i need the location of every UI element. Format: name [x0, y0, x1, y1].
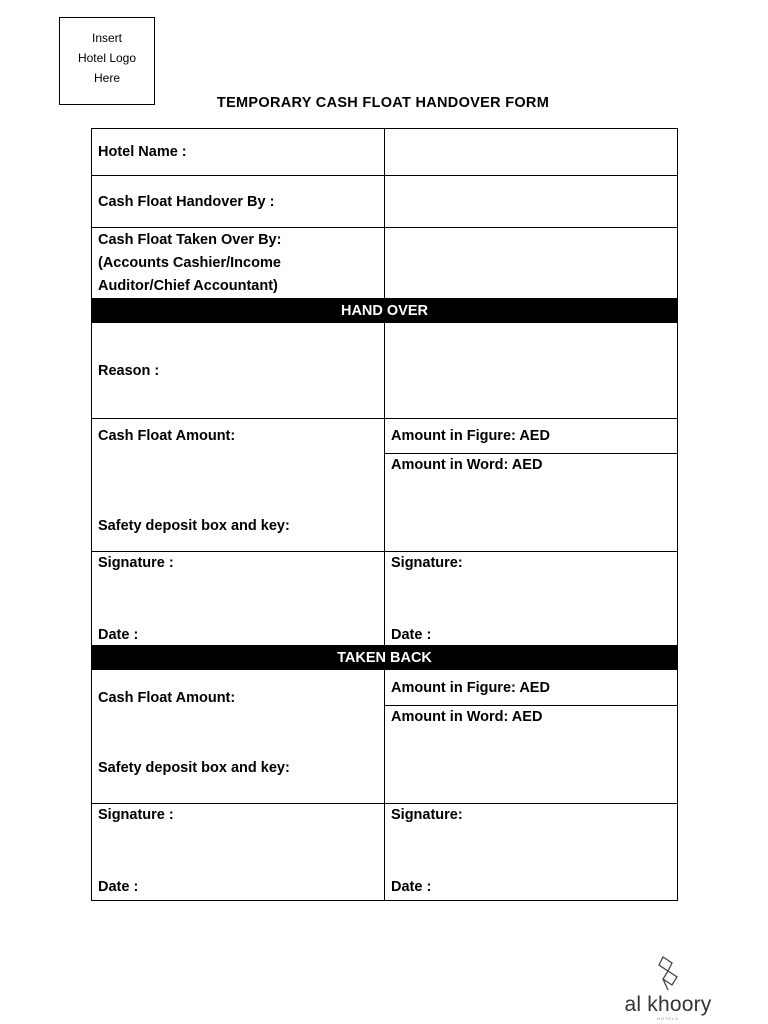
hotel-name-label-cell [92, 129, 385, 176]
hand-over-safety-deposit-label: Safety deposit box and key: [98, 518, 290, 534]
hotel-name-input-cell[interactable] [385, 129, 678, 176]
hand-over-section-header [92, 299, 678, 323]
taken-back-signature-left-label: Signature : [98, 807, 174, 823]
taken-over-by-label-2: (Accounts Cashier/Income [98, 255, 281, 271]
hand-over-cash-float-amount-label: Cash Float Amount: [98, 428, 236, 444]
handover-form-table [91, 128, 678, 901]
hand-over-signature-right-label: Signature: [391, 555, 463, 571]
brand-mark-icon [655, 956, 681, 992]
taken-back-cash-float-amount-label: Cash Float Amount: [98, 690, 236, 706]
taken-back-signature-right-label: Signature: [391, 807, 463, 823]
taken-back-heading-cell [92, 646, 678, 670]
reason-input-cell[interactable] [385, 323, 678, 419]
hand-over-signature-right-cell[interactable] [385, 552, 678, 646]
reason-label: Reason : [98, 362, 160, 379]
logo-placeholder-line-1: Insert [91, 31, 122, 45]
brand-logo [624, 956, 712, 1022]
hand-over-amount-figure-label: Amount in Figure: AED [391, 428, 550, 444]
hand-over-signature-left-cell[interactable] [92, 552, 385, 646]
hotel-name-label: Hotel Name : [98, 144, 187, 160]
hand-over-date-left-label: Date : [98, 627, 139, 643]
logo-placeholder-line-2: Hotel Logo [77, 51, 137, 65]
handover-by-input-cell[interactable] [385, 176, 678, 228]
taken-back-heading: TAKEN BACK [337, 649, 432, 666]
hand-over-signature-row [92, 552, 678, 646]
reason-row [92, 323, 678, 419]
hand-over-amount-word-label: Amount in Word: AED [391, 457, 543, 473]
taken-over-by-input-cell[interactable] [385, 228, 678, 299]
taken-back-date-right-label: Date : [391, 879, 432, 895]
taken-over-by-label-1: Cash Float Taken Over By: [98, 232, 282, 248]
reason-label-cell [92, 323, 385, 419]
taken-back-amount-word-label: Amount in Word: AED [391, 709, 543, 725]
taken-back-amount-label-cell [92, 670, 385, 804]
hand-over-amount-label-cell [92, 419, 385, 552]
brand-name: al khoory [624, 993, 712, 1016]
taken-over-by-label-cell [92, 228, 385, 299]
hand-over-amount-word-cell[interactable] [385, 454, 678, 552]
taken-over-by-row [92, 228, 678, 299]
handover-by-label-cell [92, 176, 385, 228]
taken-back-signature-row [92, 804, 678, 901]
taken-back-amount-row-1 [92, 670, 678, 706]
taken-back-section-header [92, 646, 678, 670]
taken-back-signature-left-cell[interactable] [92, 804, 385, 901]
taken-back-date-left-label: Date : [98, 879, 139, 895]
hand-over-heading: HAND OVER [340, 302, 428, 319]
hand-over-amount-row-1 [92, 419, 678, 454]
brand-subtitle: HOTELS [656, 1016, 679, 1021]
taken-back-amount-figure-cell[interactable] [385, 670, 678, 706]
taken-over-by-label-3: Auditor/Chief Accountant) [98, 278, 278, 294]
form-title-text: TEMPORARY CASH FLOAT HANDOVER FORM [216, 95, 550, 111]
taken-back-amount-word-cell[interactable] [385, 706, 678, 804]
handover-by-row [92, 176, 678, 228]
taken-back-signature-right-cell[interactable] [385, 804, 678, 901]
handover-by-label: Cash Float Handover By : [98, 193, 275, 210]
hand-over-amount-figure-cell[interactable] [385, 419, 678, 454]
form-title [0, 95, 768, 111]
taken-back-safety-deposit-label: Safety deposit box and key: [98, 760, 290, 776]
hotel-name-row [92, 129, 678, 176]
logo-placeholder-line-3: Here [93, 71, 120, 85]
hand-over-date-right-label: Date : [391, 627, 432, 643]
hand-over-heading-cell [92, 299, 678, 323]
hand-over-signature-left-label: Signature : [98, 555, 174, 571]
logo-placeholder [59, 17, 155, 105]
taken-back-amount-figure-label: Amount in Figure: AED [391, 679, 550, 696]
